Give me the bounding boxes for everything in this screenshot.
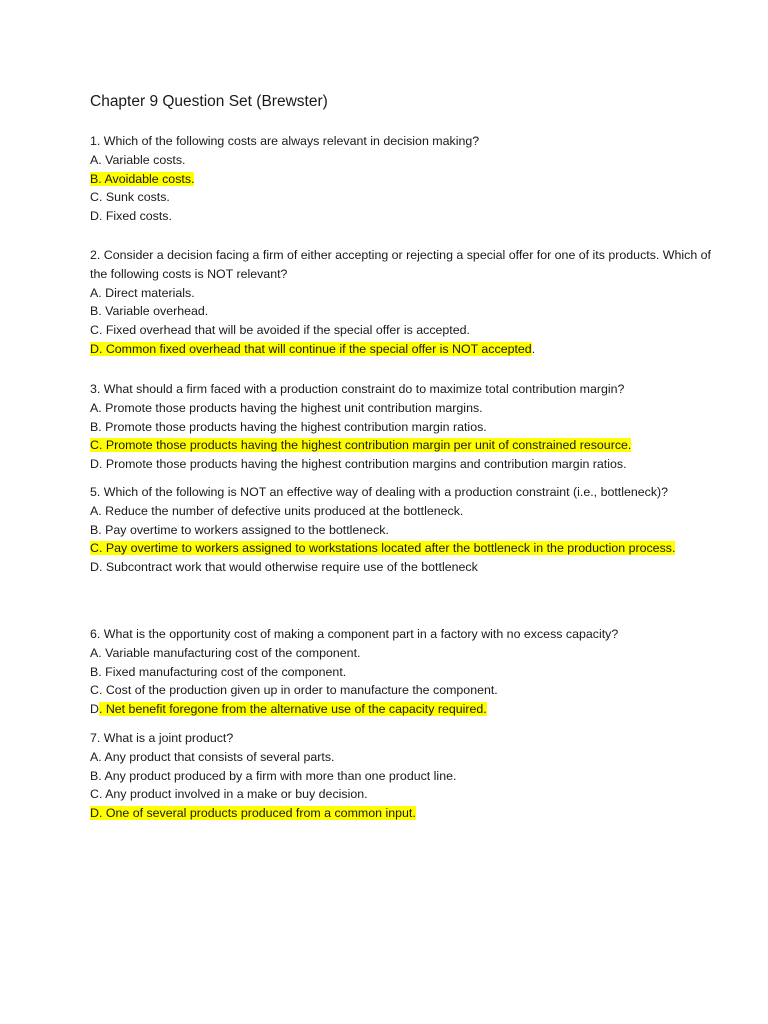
highlighted-answer: C. Promote those products having the highest contribution margin per unit of constrained resource. — [90, 438, 632, 453]
answer-option: D. Promote those products having the highest contribution margins and contribution margin ratios. — [90, 457, 627, 472]
answer-option: B. Promote those products having the highest contribution margin ratios. — [90, 419, 487, 434]
question-block-1 — [90, 132, 730, 226]
answer-option: A. Reduce the number of defective units produced at the bottleneck. — [90, 503, 464, 518]
highlighted-answer: D. One of several products produced from a common input. — [90, 806, 416, 821]
answer-option: A. Variable costs. — [90, 152, 186, 167]
question-text: 5. Which of the following is NOT an effective way of dealing with a production constraint (i.e., bottleneck)? — [90, 485, 669, 499]
answer-option: B. Fixed manufacturing cost of the component. — [90, 664, 347, 679]
question-text: 3. What should a firm faced with a production constraint do to maximize total contribution margin? — [90, 382, 625, 396]
answer-option: C. Fixed overhead that will be avoided if the special offer is accepted. — [90, 323, 470, 338]
question-text: 2. Consider a decision facing a firm of either accepting or rejecting a special offer for one of its products. Which of the following costs is NOT relevant? — [90, 248, 711, 281]
question-block-3 — [90, 380, 730, 474]
answer-option-correct — [90, 804, 730, 823]
answer-option: A. Direct materials. — [90, 285, 195, 300]
answer-option-correct — [90, 170, 730, 189]
answer-option-correct — [90, 539, 730, 558]
answer-option-correct: D. Net benefit foregone from the alternative use of the capacity required. — [90, 702, 487, 717]
answer-option: B. Pay overtime to workers assigned to the bottleneck. — [90, 522, 389, 537]
answer-option: D. Subcontract work that would otherwise require use of the bottleneck — [90, 560, 478, 575]
highlighted-answer: . Net benefit foregone from the alternative use of the capacity required. — [98, 702, 487, 717]
answer-option: B. Variable overhead. — [90, 304, 209, 319]
highlighted-answer: B. Avoidable costs. — [90, 171, 195, 186]
question-block-6 — [90, 625, 730, 719]
answer-option: C. Any product involved in a make or buy decision. — [90, 787, 368, 802]
answer-option: D. Fixed costs. — [90, 209, 172, 224]
answer-option: A. Any product that consists of several parts. — [90, 749, 335, 764]
question-text: 7. What is a joint product? — [90, 731, 234, 745]
highlighted-answer: D. Common fixed overhead that will continue if the special offer is NOT accepted — [90, 341, 532, 356]
answer-option: C. Sunk costs. — [90, 190, 170, 205]
document-title: Chapter 9 Question Set (Brewster) — [90, 93, 328, 110]
answer-option: B. Any product produced by a firm with more than one product line. — [90, 768, 457, 783]
question-text: 1. Which of the following costs are always relevant in decision making? — [90, 134, 480, 148]
answer-option: C. Cost of the production given up in order to manufacture the component. — [90, 683, 498, 698]
question-block-5 — [90, 483, 730, 577]
answer-option-correct: D. Common fixed overhead that will continue if the special offer is NOT accepted. — [90, 341, 536, 356]
answer-option: A. Promote those products having the highest unit contribution margins. — [90, 400, 483, 415]
answer-option: A. Variable manufacturing cost of the component. — [90, 645, 361, 660]
answer-option-correct — [90, 436, 730, 455]
question-block-7 — [90, 729, 730, 823]
question-text: 6. What is the opportunity cost of making a component part in a factory with no excess capacity? — [90, 627, 619, 641]
question-block-2 — [90, 246, 730, 359]
highlighted-answer: C. Pay overtime to workers assigned to workstations located after the bottleneck in the production process. — [90, 541, 676, 556]
